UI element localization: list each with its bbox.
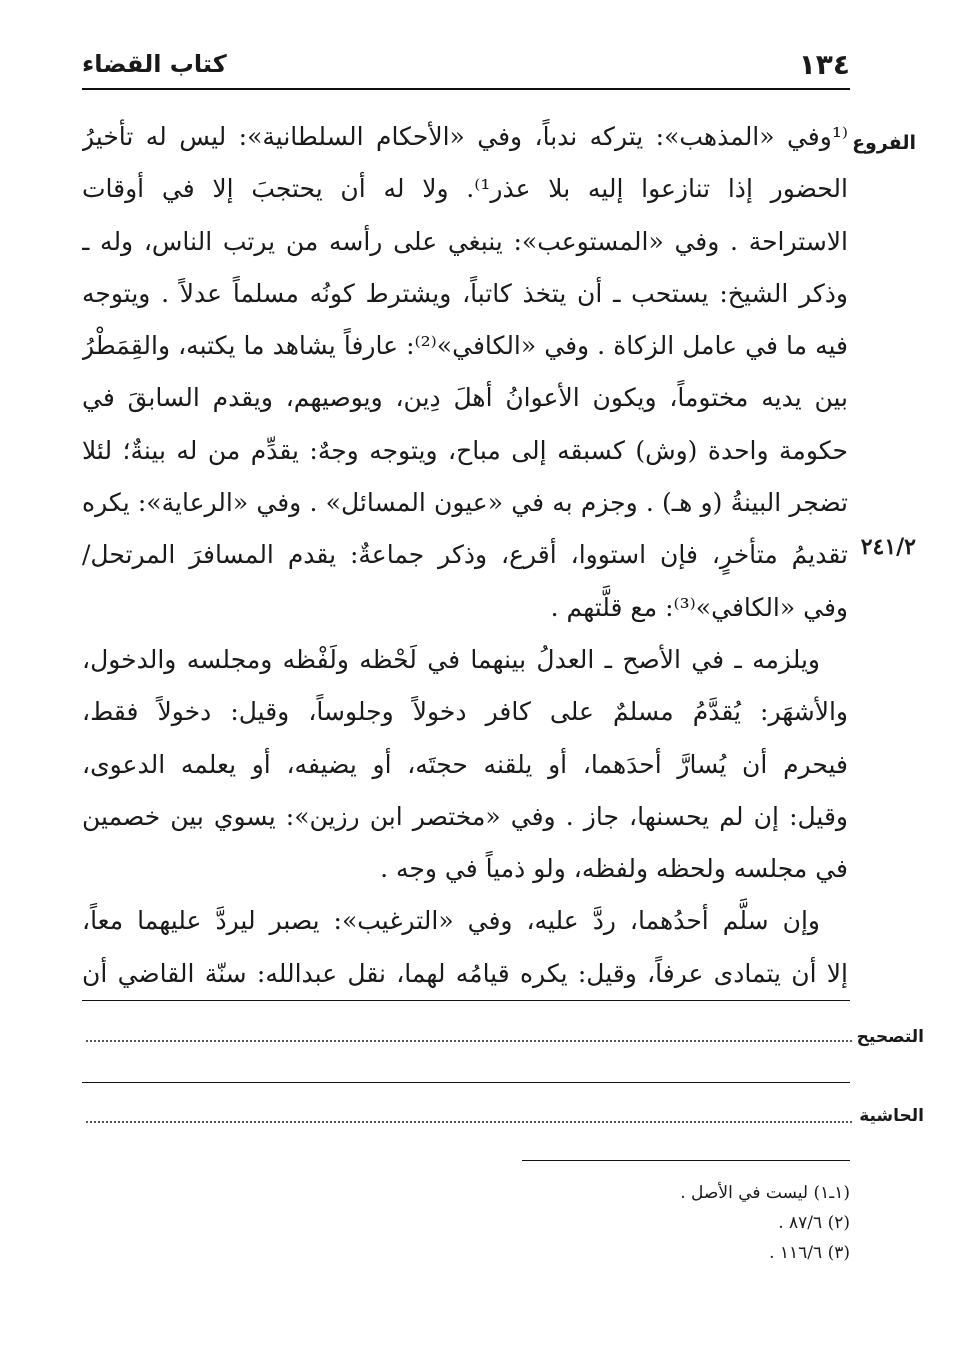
- footnote: (٢) ٨٧/٦ .: [778, 1213, 850, 1233]
- text-line: إلا أن يتمادى عرفاً، وقيل: يكره قيامُه لهما، نقل عبدالله: سنّة القاضي أن: [82, 958, 848, 988]
- margin-volume-reference: ٢٤١/٢: [860, 534, 916, 560]
- text-line: ويلزمه ـ في الأصح ـ العدلُ بينهما في لَحْظه ولَفْظه ومجلسه والدخول،: [82, 644, 820, 674]
- text-line: الحضور إذا تنازعوا إليه بلا عذر¹⁾. ولا له أن يحتجبَ إلا في أوقات: [82, 174, 848, 204]
- text-line: فيه ما في عامل الزكاة . وفي «الكافي»⁽²⁾: عارفاً يشاهد ما يكتبه، والقِمَطْرُ: [82, 331, 848, 361]
- footnote-separator: [522, 1160, 850, 1161]
- text-line: حكومة واحدة (وش) كسبقه إلى مباح، ويتوجه وجهٌ: يقدِّم من له بينةٌ؛ لئلا: [82, 435, 848, 465]
- text-line: بين يديه مختوماً، ويكون الأعوانُ أهلَ دِين، ويوصيهم، ويقدم السابقَ في: [82, 383, 848, 413]
- text-line: الاستراحة . وفي «المستوعب»: ينبغي على رأسه من يرتب الناس، وله ـ: [82, 226, 848, 256]
- text-line: تقديمُ متأخرٍ، فإن استووا، أقرع، وذكر جماعةٌ: يقدم المسافرَ المرتحل/: [82, 540, 848, 570]
- tashih-dotted-line: [86, 1040, 852, 1042]
- footnotes: [250, 1178, 850, 1268]
- text-line: في مجلسه ولحظه ولفظه، ولو ذمياً في وجه .: [380, 854, 848, 884]
- margin-label-furu: الفروع: [852, 132, 916, 154]
- running-title: كتاب القضاء: [82, 50, 227, 78]
- hashiya-top-rule: [82, 1082, 850, 1083]
- hashiya-label: الحاشية: [859, 1106, 924, 1126]
- footnote: (١ـ١) ليست في الأصل .: [680, 1183, 850, 1203]
- text-line: فيحرم أن يُسارَّ أحدَهما، أو يلقنه حجتَه، أو يضيفه، أو يعلمه الدعوى،: [82, 749, 848, 779]
- text-line: وفي «الكافي»⁽³⁾: مع قلَّتهم .: [550, 592, 848, 622]
- text-line: وإن سلَّم أحدُهما، ردَّ عليه، وفي «الترغيب»: يصبر ليردَّ عليهما معاً،: [82, 906, 820, 936]
- text-line: والأشهَر: يُقدَّمُ مسلمٌ على كافر دخولاً وجلوساً، وقيل: دخولاً فقط،: [82, 697, 848, 727]
- page-number: ١٣٤: [798, 48, 850, 81]
- tashih-label: التصحيح: [856, 1027, 924, 1047]
- hashiya-dotted-line: [86, 1121, 852, 1123]
- tashih-top-rule: [82, 1000, 850, 1001]
- header-rule: [82, 88, 850, 90]
- page-header: [82, 48, 850, 82]
- main-text: [82, 111, 848, 1000]
- text-line: تضجر البينةُ (و هـ) . وجزم به في «عيون المسائل» . وفي «الرعاية»: يكره: [82, 488, 848, 518]
- text-line: وذكر الشيخ: يستحب ـ أن يتخذ كاتباً، ويشترط كونُه مسلماً عدلاً . ويتوجه: [82, 278, 848, 308]
- footnote: (٣) ١١٦/٦ .: [769, 1243, 850, 1263]
- text-line: ⁽¹وفي «المذهب»: يتركه ندباً، وفي «الأحكام السلطانية»: ليس له تأخيرُ: [82, 122, 848, 151]
- text-line: وقيل: إن لم يحسنها، جاز . وفي «مختصر ابن رزين»: يسوي بين خصمين: [82, 801, 848, 831]
